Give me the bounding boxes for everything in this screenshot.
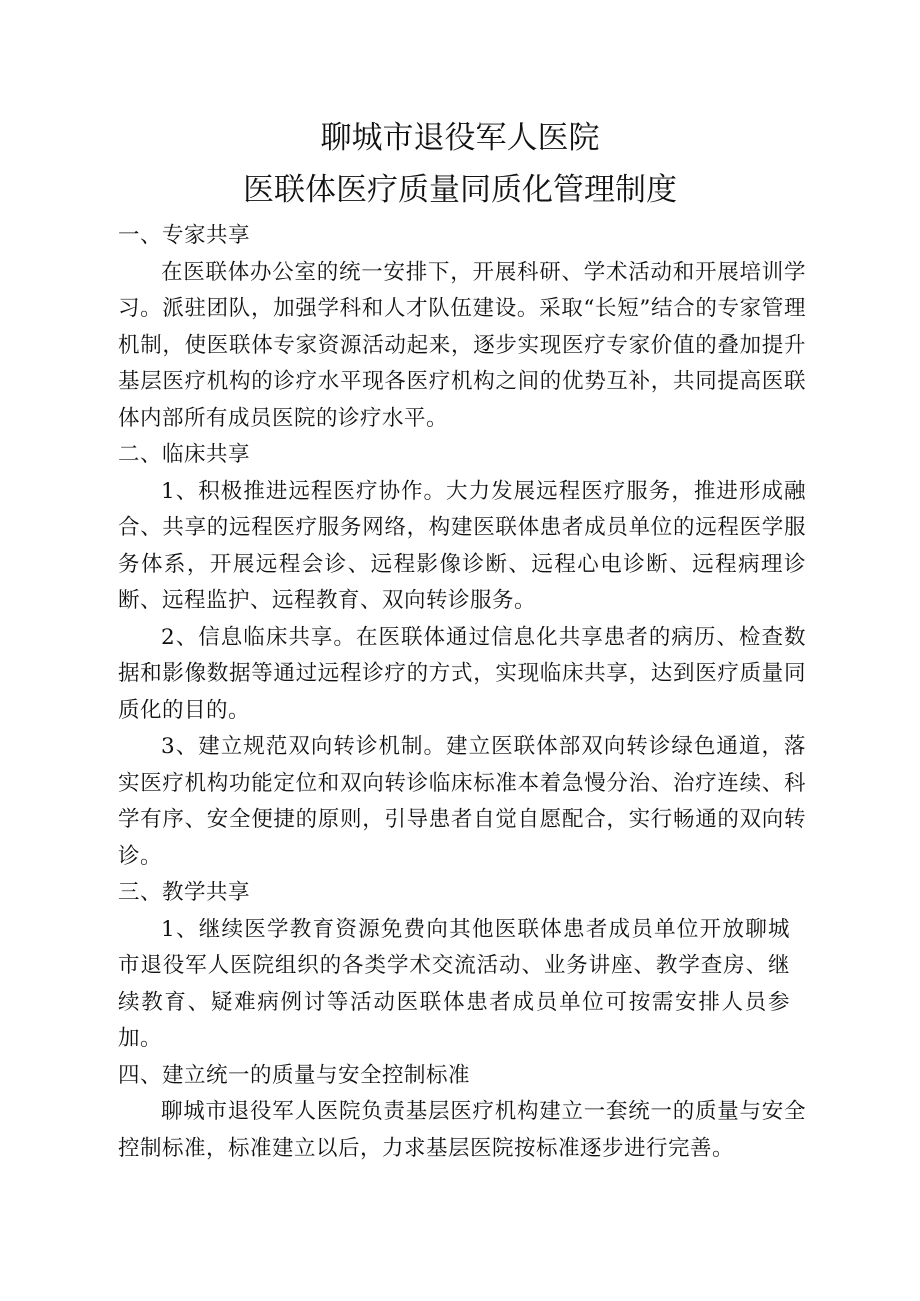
section-heading-expert-sharing: 一、专家共享: [118, 223, 251, 248]
paragraph-info-clinical: 2、信息临床共享。在医联体通过信息化共享患者的病历、检查数据和影像数据等通过远程诊疗的方式，实现临床共享，达到医疗质量同质化的目的。: [118, 624, 806, 723]
paragraph-continuing-education: 1、继续医学教育资源免费向其他医联体患者成员单位开放聊城市退役军人医院组织的各类学术交流活动、业务讲座、教学查房、继续教育、疑难病例讨等活动医联体患者成员单位可按需安排人员参加。: [118, 916, 790, 1051]
paragraph-referral-mechanism: 3、建立规范双向转诊机制。建立医联体部双向转诊绿色通道，落实医疗机构功能定位和双向转诊临床标准本着急慢分治、治疗连续、科学有序、安全便捷的原则，引导患者自觉自愿配合，实行畅通的双向转诊。: [118, 734, 806, 869]
section-heading-teaching-sharing: 三、教学共享: [118, 880, 251, 905]
paragraph-quality-standard: 聊城市退役军人医院负责基层医疗机构建立一套统一的质量与安全控制标准，标准建立以后，力求基层医院按标准逐步进行完善。: [118, 1099, 806, 1161]
document-title-hospital: 聊城市退役军人医院: [320, 120, 600, 156]
document-title-system: 医联体医疗质量同质化管理制度: [243, 172, 677, 208]
section-heading-quality-standard: 四、建立统一的质量与安全控制标准: [118, 1062, 471, 1088]
paragraph-expert-sharing: 在医联体办公室的统一安排下，开展科研、学术活动和开展培训学习。派驻团队，加强学科和人才队伍建设。采取“长短”结合的专家管理机制，使医联体专家资源活动起来，逐步实现医疗专家价值的叠加提升基层医疗机构的诊疗水平现各医疗机构之间的优势互补，共同提高医联体内部所有成员医院的诊疗水平。: [118, 259, 806, 431]
document-body: [118, 218, 806, 1167]
section-heading-clinical-sharing: 二、临床共享: [118, 442, 251, 467]
paragraph-remote-medical: 1、积极推进远程医疗协作。大力发展远程医疗服务，推进形成融合、共享的远程医疗服务网络，构建医联体患者成员单位的远程医学服务体系，开展远程会诊、远程影像诊断、远程心电诊断、远程病理诊断、远程监护、远程教育、双向转诊服务。: [118, 478, 806, 613]
